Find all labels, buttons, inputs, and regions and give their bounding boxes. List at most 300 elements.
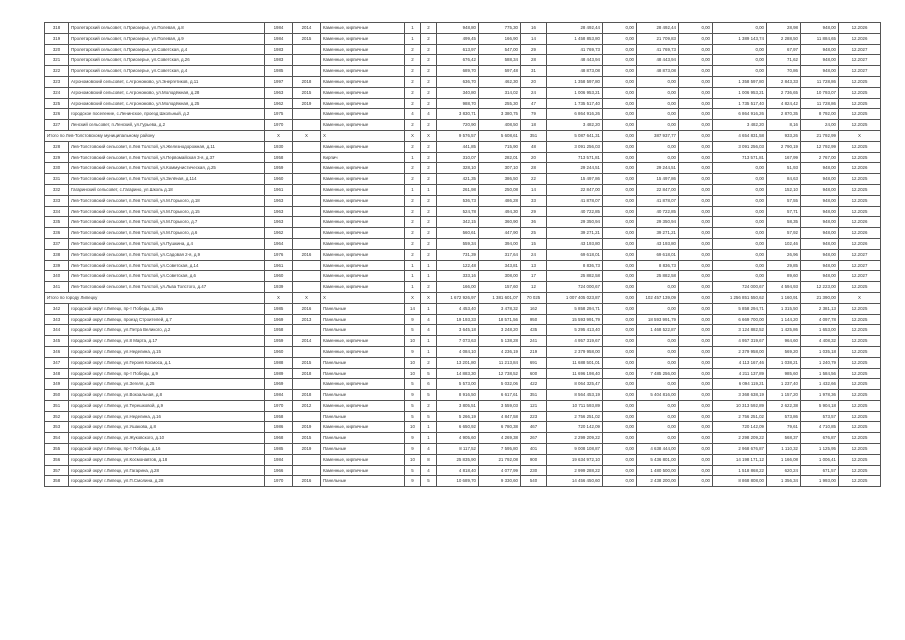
cell-a: 613,97: [437, 44, 479, 55]
summary-row: [45, 292, 881, 303]
cell-mat: Каменные, кирпичные: [321, 400, 405, 411]
cell-own: 724 000,67: [713, 282, 767, 293]
cell-u: 985,60: [767, 368, 801, 379]
cell-addr: городской округ г.Липецк, ул.Неделина, д.15: [69, 346, 265, 357]
cell-u: 1 110,32: [767, 444, 801, 455]
cell-a: 3 805,51: [437, 400, 479, 411]
cell-mat: Каменные, кирпичные: [321, 282, 405, 293]
cell-u: 569,20: [767, 346, 801, 357]
cell-own: 0,00: [713, 228, 767, 239]
cell-n: 353: [45, 422, 69, 433]
cell-mat: Каменные, кирпичные: [321, 174, 405, 185]
cell-addr: Лев-Толстовский сельсовет, п.Лев Толстой, ул.Железнодорожная, д.11: [69, 141, 265, 152]
cell-d: 12.2027: [839, 260, 881, 271]
cell-own: 1 358 597,80: [713, 76, 767, 87]
cell-b: 715,90: [479, 141, 521, 152]
cell-d: 12.2025: [839, 454, 881, 465]
cell-addr: городской округ г.Липецк, ул.Зегеля, д.25: [69, 379, 265, 390]
cell-mat: X: [321, 292, 405, 303]
cell-y: 1984: [265, 33, 293, 44]
cell-f3: 0,00: [679, 120, 713, 131]
cell-fl: 1: [405, 23, 421, 34]
cell-r: [293, 411, 321, 422]
cell-r: [293, 141, 321, 152]
cell-ent: 2: [421, 141, 437, 152]
cell-b: 343,81: [479, 260, 521, 271]
cell-addr: Агрономовский сельсовет, с.Агрономово, ул.Молодёжная, д.28: [69, 87, 265, 98]
cell-f2: 43 193,80: [637, 238, 679, 249]
cell-addr: Лев-Толстовский сельсовет, п.Лев Толстой, ул.Первомайская 3-я, д.37: [69, 152, 265, 163]
cell-fl: 2: [405, 120, 421, 131]
cell-p: 671,57: [801, 465, 839, 476]
cell-n: 351: [45, 400, 69, 411]
cell-c: 48: [521, 141, 547, 152]
cell-fl: 2: [405, 249, 421, 260]
cell-c: 24: [521, 249, 547, 260]
cell-y: 1970: [265, 120, 293, 131]
cell-t: 11 688 501,01: [547, 357, 603, 368]
cell-f2: 0,00: [637, 411, 679, 422]
cell-mat: Каменные, кирпичные: [321, 379, 405, 390]
cell-own: 6 864 916,26: [713, 109, 767, 120]
cell-d: 12.2025: [839, 98, 881, 109]
cell-p: 4 408,32: [801, 336, 839, 347]
cell-addr: Лев-Толстовский сельсовет, п.Лев Толстой, ул.Зелёная, д.114: [69, 174, 265, 185]
cell-f2: 0,00: [637, 98, 679, 109]
cell-a: 524,78: [437, 206, 479, 217]
cell-a: 25 835,90: [437, 454, 479, 465]
cell-ent: 2: [421, 98, 437, 109]
cell-f1: 0,00: [603, 184, 637, 195]
cell-c: 24: [521, 87, 547, 98]
cell-f3: 0,00: [679, 163, 713, 174]
cell-n: 339: [45, 260, 69, 271]
table-row: [45, 98, 881, 109]
cell-mat: Каменные, кирпичные: [321, 422, 405, 433]
cell-addr: Пролетарский сельсовет, п.Приозерье, ул.Советская, д.26: [69, 55, 265, 66]
cell-addr: городской округ г.Липецк, пр-т Победы, д.9: [69, 368, 265, 379]
table-row: [45, 217, 881, 228]
cell-f3: 0,00: [679, 195, 713, 206]
cell-n: 335: [45, 217, 69, 228]
cell-y: 1964: [265, 238, 293, 249]
cell-b: 6 780,38: [479, 422, 521, 433]
cell-addr: городской округ г.Липецк, ул.П.Смолина, д.28: [69, 476, 265, 487]
cell-b: 5 032,06: [479, 379, 521, 390]
cell-own: 0,00: [713, 206, 767, 217]
cell-a: 13 201,80: [437, 357, 479, 368]
cell-ent: 2: [421, 44, 437, 55]
cell-t: 2 379 958,00: [547, 346, 603, 357]
cell-f1: 0,00: [603, 249, 637, 260]
cell-u: 152,10: [767, 184, 801, 195]
cell-fl: 1: [405, 33, 421, 44]
cell-fl: 9: [405, 346, 421, 357]
cell-f3: 0,00: [679, 141, 713, 152]
cell-addr: Лев-Толстовский сельсовет, п.Лев Толстой, ул.Коммунистическая, д.25: [69, 163, 265, 174]
cell-f1: 0,00: [603, 120, 637, 131]
cell-own: 4 113 167,46: [713, 357, 767, 368]
cell-d: 12.2025: [839, 433, 881, 444]
cell-a: 689,70: [437, 66, 479, 77]
cell-c: 351: [521, 390, 547, 401]
cell-ent: 2: [421, 206, 437, 217]
cell-f3: 0,00: [679, 174, 713, 185]
cell-own: 4 654 831,58: [713, 130, 767, 141]
table-row: [45, 282, 881, 293]
cell-ent: 2: [421, 249, 437, 260]
cell-f2: 40 722,85: [637, 206, 679, 217]
cell-a: 5 573,00: [437, 379, 479, 390]
cell-p: 1 978,36: [801, 390, 839, 401]
cell-f3: 0,00: [679, 357, 713, 368]
cell-d: 12.2025: [839, 390, 881, 401]
cell-addr: городской округ г.Липецк, ул.Терешковой, д.9: [69, 400, 265, 411]
cell-d: 12.2025: [839, 195, 881, 206]
cell-b: 6 617,61: [479, 390, 521, 401]
cell-addr: городской округ г.Липецк, пр-т Победы, д.29а: [69, 303, 265, 314]
cell-r: 2014: [293, 336, 321, 347]
cell-r: 2013: [293, 314, 321, 325]
cell-r: 2019: [293, 98, 321, 109]
cell-u: 2 288,50: [767, 33, 801, 44]
cell-t: 2 999 288,22: [547, 465, 603, 476]
cell-b: 4 269,38: [479, 433, 521, 444]
cell-b: 1 381 601,07: [479, 292, 521, 303]
cell-t: 39 271,21: [547, 228, 603, 239]
cell-fl: 10: [405, 368, 421, 379]
cell-t: 3 482,20: [547, 120, 603, 131]
cell-p: 948,00: [801, 174, 839, 185]
cell-r: [293, 206, 321, 217]
cell-f2: 0,00: [637, 120, 679, 131]
cell-t: 1 007 405 023,87: [547, 292, 603, 303]
cell-own: 3 482,20: [713, 120, 767, 131]
cell-t: 8 564 453,19: [547, 390, 603, 401]
cell-mat: Панельные: [321, 390, 405, 401]
cell-c: 14: [521, 33, 547, 44]
cell-f2: 22 847,00: [637, 184, 679, 195]
cell-addr: Лев-Толстовский сельсовет, п.Лев Толстой, ул.Льва Толстого, д.47: [69, 282, 265, 293]
cell-ent: 2: [421, 152, 437, 163]
cell-d: X: [839, 292, 881, 303]
cell-a: 731,39: [437, 249, 479, 260]
cell-fl: 2: [405, 228, 421, 239]
cell-addr: Агрономовский сельсовет, с.Агрономово, ул.Молодёжная, д.25: [69, 98, 265, 109]
cell-y: 1983: [265, 44, 293, 55]
cell-d: 12.2025: [839, 314, 881, 325]
cell-u: 57,92: [767, 228, 801, 239]
cell-r: [293, 109, 321, 120]
table-body: [45, 23, 881, 487]
cell-f2: 4 638 444,00: [637, 444, 679, 455]
cell-b: 4 077,99: [479, 465, 521, 476]
cell-f1: 0,00: [603, 195, 637, 206]
cell-c: 351: [521, 130, 547, 141]
table-row: [45, 390, 881, 401]
cell-p: 948,00: [801, 195, 839, 206]
cell-u: 1 166,08: [767, 454, 801, 465]
cell-c: 20: [521, 76, 547, 87]
cell-d: 12.2026: [839, 217, 881, 228]
cell-p: 948,00: [801, 228, 839, 239]
cell-c: 900: [521, 454, 547, 465]
cell-c: 70 025: [521, 292, 547, 303]
cell-y: 1960: [265, 271, 293, 282]
cell-p: 948,00: [801, 249, 839, 260]
cell-b: 5 138,28: [479, 336, 521, 347]
table-row: [45, 368, 881, 379]
cell-c: 219: [521, 346, 547, 357]
cell-n: 338: [45, 249, 69, 260]
cell-f3: 0,00: [679, 33, 713, 44]
cell-addr: городской округ г.Липецк, ул.Жуковского, д.10: [69, 433, 265, 444]
cell-d: 12.2025: [839, 325, 881, 336]
cell-r: 2019: [293, 422, 321, 433]
cell-f3: 0,00: [679, 390, 713, 401]
cell-a: 948,80: [437, 23, 479, 34]
cell-f2: 0,00: [637, 282, 679, 293]
cell-mat: Каменные, кирпичные: [321, 260, 405, 271]
cell-fl: 5: [405, 325, 421, 336]
cell-own: 0,00: [713, 249, 767, 260]
cell-mat: Каменные, кирпичные: [321, 109, 405, 120]
cell-a: 7 073,63: [437, 336, 479, 347]
cell-own: 14 198 171,12: [713, 454, 767, 465]
cell-r: 2012: [293, 400, 321, 411]
cell-fl: 5: [405, 379, 421, 390]
cell-p: 8 792,00: [801, 109, 839, 120]
cell-fl: 2: [405, 238, 421, 249]
cell-f1: 0,00: [603, 465, 637, 476]
cell-y: 1962: [265, 98, 293, 109]
cell-ent: 2: [421, 163, 437, 174]
cell-own: 0,00: [713, 55, 767, 66]
cell-p: 948,00: [801, 184, 839, 195]
cell-b: 9 330,60: [479, 476, 521, 487]
cell-t: 5 295 413,40: [547, 325, 603, 336]
cell-u: 79,61: [767, 422, 801, 433]
cell-u: 67,97: [767, 44, 801, 55]
cell-addr: Лев-Толстовский сельсовет, п.Лев Толстой, ул.Советская, д.6: [69, 271, 265, 282]
cell-f3: 0,00: [679, 292, 713, 303]
cell-a: 333,16: [437, 271, 479, 282]
cell-c: 223: [521, 411, 547, 422]
cell-r: [293, 238, 321, 249]
cell-r: [293, 271, 321, 282]
cell-b: 386,50: [479, 174, 521, 185]
cell-u: 933,26: [767, 130, 801, 141]
cell-mat: Каменные, кирпичные: [321, 206, 405, 217]
cell-n: 327: [45, 120, 69, 131]
cell-own: 2 379 958,00: [713, 346, 767, 357]
cell-f1: 0,00: [603, 303, 637, 314]
cell-t: 29 350,94: [547, 217, 603, 228]
cell-mat: Панельные: [321, 368, 405, 379]
cell-f2: 25 882,58: [637, 271, 679, 282]
table-row: [45, 163, 881, 174]
document-sheet: [44, 22, 880, 487]
cell-own: 1 006 953,21: [713, 87, 767, 98]
table-row: [45, 314, 881, 325]
cell-n: 329: [45, 152, 69, 163]
cell-u: 2 622,38: [767, 400, 801, 411]
cell-r: [293, 217, 321, 228]
cell-d: 12.2025: [839, 346, 881, 357]
cell-own: 1 518 868,22: [713, 465, 767, 476]
cell-a: 310,07: [437, 152, 479, 163]
cell-c: 422: [521, 379, 547, 390]
cell-f2: 41 878,07: [637, 195, 679, 206]
cell-a: 676,42: [437, 55, 479, 66]
cell-r: [293, 163, 321, 174]
cell-ent: 4: [421, 314, 437, 325]
cell-y: 1966: [265, 465, 293, 476]
cell-b: 462,30: [479, 76, 521, 87]
cell-fl: X: [405, 130, 421, 141]
cell-t: 48 873,08: [547, 66, 603, 77]
cell-mat: Панельные: [321, 411, 405, 422]
cell-r: [293, 66, 321, 77]
cell-a: 988,70: [437, 98, 479, 109]
cell-r: [293, 120, 321, 131]
cell-r: [293, 228, 321, 239]
cell-mat: Каменные, кирпичные: [321, 23, 405, 34]
cell-c: 691: [521, 357, 547, 368]
cell-r: [293, 152, 321, 163]
cell-y: 1970: [265, 400, 293, 411]
table-row: [45, 465, 881, 476]
table-row: [45, 346, 881, 357]
cell-a: 720,90: [437, 120, 479, 131]
cell-f3: 0,00: [679, 184, 713, 195]
cell-r: 2018: [293, 76, 321, 87]
cell-mat: Каменные, кирпичные: [321, 55, 405, 66]
cell-f1: 0,00: [603, 390, 637, 401]
cell-u: 1 144,20: [767, 314, 801, 325]
cell-t: 1 458 853,80: [547, 33, 603, 44]
cell-f1: 0,00: [603, 260, 637, 271]
cell-y: 1985: [265, 303, 293, 314]
cell-d: 12.2025: [839, 120, 881, 131]
cell-r: [293, 55, 321, 66]
table-row: [45, 303, 881, 314]
cell-c: 121: [521, 400, 547, 411]
cell-n: 358: [45, 476, 69, 487]
cell-ent: 4: [421, 465, 437, 476]
cell-f1: 0,00: [603, 271, 637, 282]
cell-addr: Лев-Толстовский сельсовет, п.Лев Толстой, ул.М.Горького, д.18: [69, 195, 265, 206]
cell-f3: 0,00: [679, 282, 713, 293]
cell-t: 4 957 319,67: [547, 336, 603, 347]
cell-ent: 2: [421, 55, 437, 66]
cell-u: 2 870,35: [767, 109, 801, 120]
cell-f2: 0,00: [637, 141, 679, 152]
cell-p: 1 584,56: [801, 368, 839, 379]
cell-f2: 0,00: [637, 76, 679, 87]
cell-b: 255,30: [479, 98, 521, 109]
table-row: [45, 174, 881, 185]
cell-r: [293, 260, 321, 271]
cell-y: X: [265, 130, 293, 141]
cell-p: 948,00: [801, 206, 839, 217]
cell-c: 31: [521, 66, 547, 77]
cell-f2: 0,00: [637, 152, 679, 163]
cell-t: 19 634 972,10: [547, 454, 603, 465]
cell-u: 1 356,34: [767, 476, 801, 487]
cell-b: 447,90: [479, 228, 521, 239]
cell-addr: городской округ г.Липецк, ул.Гагарина, д.28: [69, 465, 265, 476]
cell-mat: Каменные, кирпичные: [321, 98, 405, 109]
cell-p: 948,00: [801, 44, 839, 55]
cell-ent: 1: [421, 346, 437, 357]
cell-mat: Панельные: [321, 357, 405, 368]
cell-b: 3 478,32: [479, 303, 521, 314]
cell-f2: 0,00: [637, 357, 679, 368]
cell-r: 2014: [293, 23, 321, 34]
cell-n: 326: [45, 109, 69, 120]
cell-y: 1983: [265, 55, 293, 66]
cell-d: 12.2025: [839, 282, 881, 293]
cell-r: [293, 454, 321, 465]
cell-f2: 1 468 522,87: [637, 325, 679, 336]
cell-t: 9 008 108,87: [547, 444, 603, 455]
cell-ent: 2: [421, 282, 437, 293]
table-row: [45, 411, 881, 422]
cell-f2: 1 480 500,00: [637, 465, 679, 476]
table-row: [45, 476, 881, 487]
cell-ent: X: [421, 292, 437, 303]
cell-y: 1939: [265, 282, 293, 293]
cell-d: 12.2025: [839, 174, 881, 185]
cell-a: 499,45: [437, 33, 479, 44]
cell-t: 41 769,73: [547, 44, 603, 55]
cell-d: 12.2025: [839, 141, 881, 152]
cell-b: 21 792,08: [479, 454, 521, 465]
cell-mat: Каменные, кирпичные: [321, 184, 405, 195]
table-row: [45, 109, 881, 120]
cell-n: 350: [45, 390, 69, 401]
cell-u: 71,62: [767, 55, 801, 66]
cell-mat: Каменные, кирпичные: [321, 141, 405, 152]
cell-u: 568,37: [767, 433, 801, 444]
cell-own: 6 669 700,00: [713, 314, 767, 325]
cell-addr: Лев-Толстовский сельсовет, п.Лев Толстой, ул.М.Горького, д.6: [69, 228, 265, 239]
cell-ent: X: [421, 130, 437, 141]
cell-f3: 0,00: [679, 400, 713, 411]
cell-t: 11 696 198,40: [547, 368, 603, 379]
cell-f3: 0,00: [679, 336, 713, 347]
cell-f3: 0,00: [679, 76, 713, 87]
cell-addr: городской округ г.Липецк, ул.Петра Великого, д.2: [69, 325, 265, 336]
cell-t: 10 711 593,89: [547, 400, 603, 411]
cell-mat: Каменные, кирпичные: [321, 66, 405, 77]
cell-f1: 0,00: [603, 206, 637, 217]
cell-n: 340: [45, 271, 69, 282]
cell-fl: 14: [405, 303, 421, 314]
cell-a: 14 883,30: [437, 368, 479, 379]
cell-f1: 0,00: [603, 66, 637, 77]
cell-addr: городской округ г.Липецк, ул.Героев Космоса, д.1: [69, 357, 265, 368]
cell-p: 948,00: [801, 271, 839, 282]
table-row: [45, 336, 881, 347]
cell-f3: 0,00: [679, 314, 713, 325]
cell-a: 636,70: [437, 76, 479, 87]
cell-ent: 2: [421, 195, 437, 206]
cell-a: 441,85: [437, 141, 479, 152]
cell-fl: 1: [405, 271, 421, 282]
table-row: [45, 433, 881, 444]
